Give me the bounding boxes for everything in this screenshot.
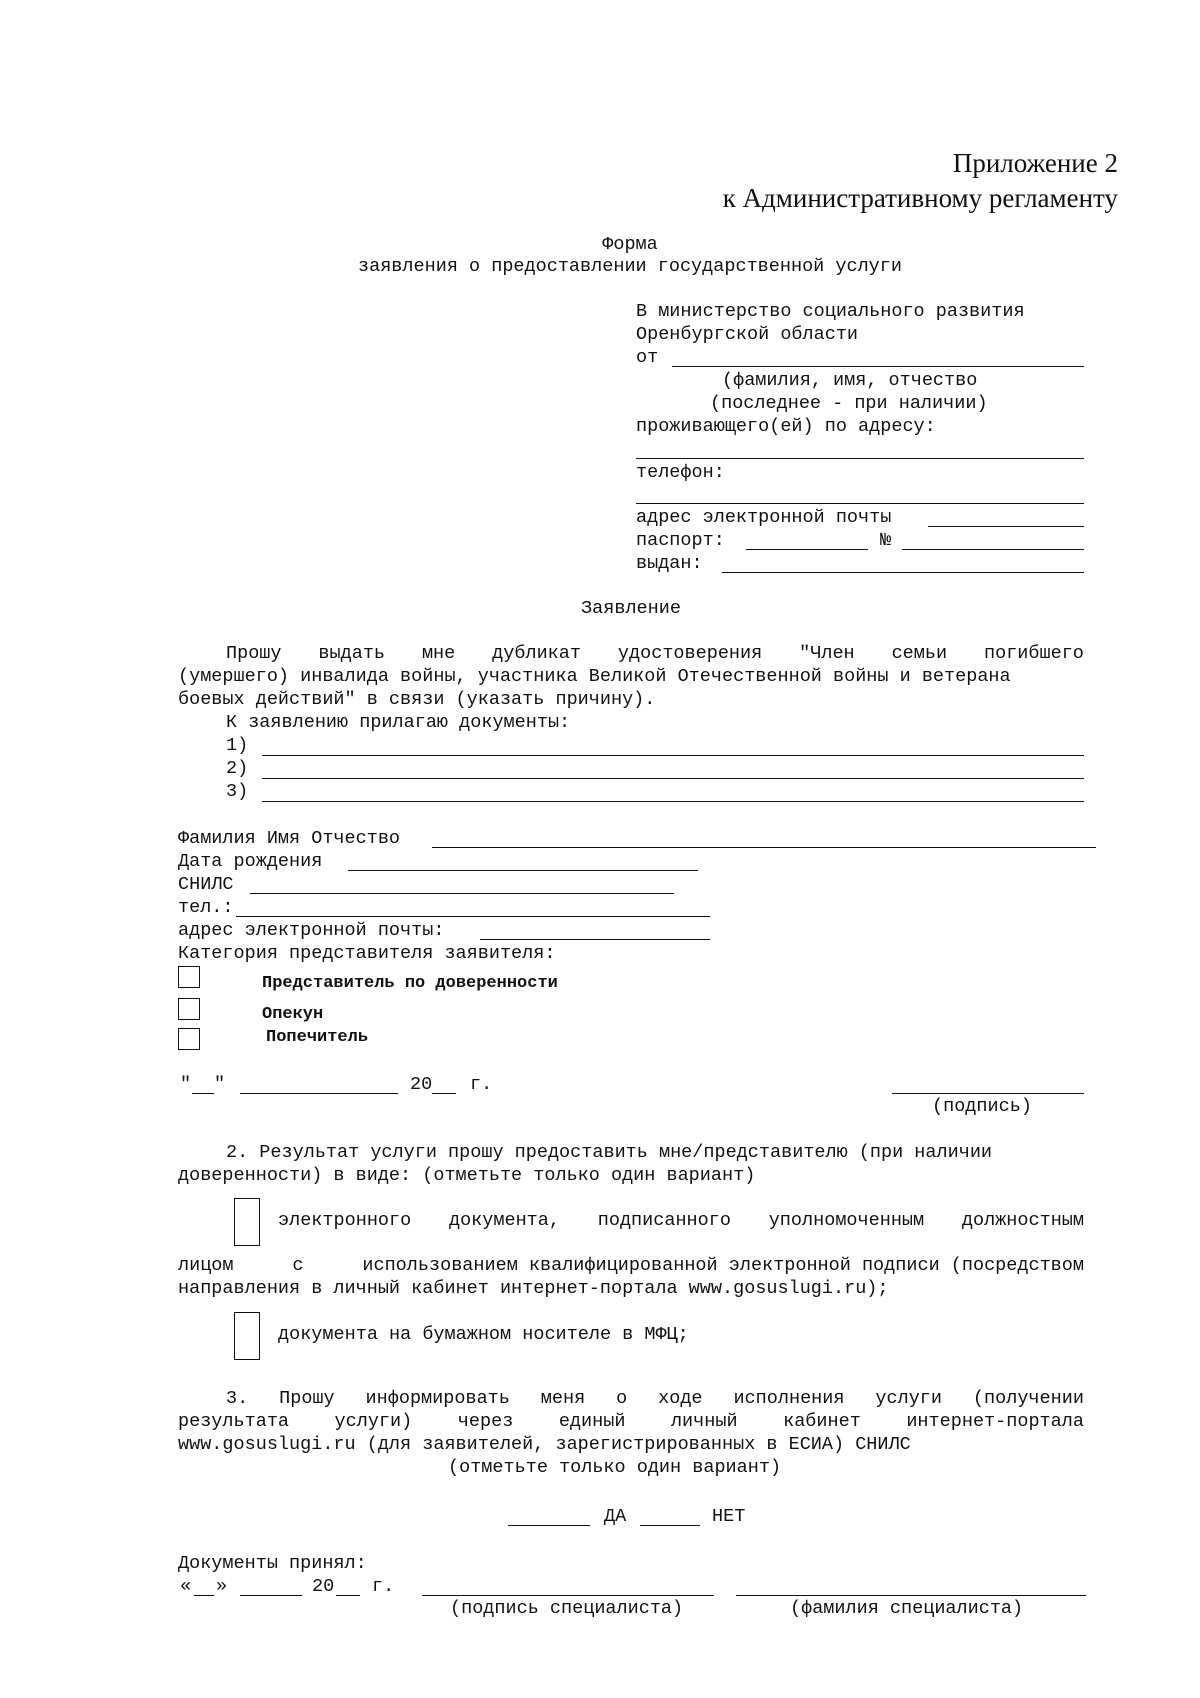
accepted-label: Документы принял:	[178, 1553, 367, 1574]
issued-label: выдан:	[636, 553, 703, 574]
accepted-year-suffix: г.	[372, 1576, 395, 1597]
phone-field[interactable]	[636, 503, 1084, 504]
email-label: адрес электронной почты	[636, 507, 892, 528]
regulation-subtitle: к Административному регламенту	[722, 183, 1118, 213]
result-paragraph-line2: доверенности) в виде: (отметьте только один вариант)	[178, 1165, 756, 1186]
addressee-region: Оренбургской области	[636, 324, 859, 345]
checkbox-electronic-document[interactable]	[234, 1198, 260, 1246]
passport-number-sign: №	[880, 530, 892, 551]
inform-line4: (отметьте только один вариант)	[448, 1457, 782, 1478]
statement-paragraph-line1: Прошу выдать мне дубликат удостоверения "Член семьи погибшего	[226, 643, 1084, 664]
rep-tel-field[interactable]	[236, 916, 710, 917]
statement-paragraph-line3: боевых действий" в связи (указать причину).	[178, 689, 656, 710]
residing-label: проживающего(ей) по адресу:	[636, 416, 936, 437]
statement-paragraph-line2: (умершего) инвалида войны, участника Великой Отечественной войны и ветерана	[178, 666, 1011, 687]
rep-snils-label: СНИЛС	[178, 874, 234, 895]
checkbox-trustee[interactable]	[178, 1028, 200, 1050]
accepted-quote-open: «	[180, 1576, 192, 1597]
rep-email-field[interactable]	[480, 939, 710, 940]
specialist-name-hint: (фамилия специалиста)	[790, 1598, 1024, 1619]
attachments-label: К заявлению прилагаю документы:	[226, 712, 571, 733]
email-field[interactable]	[928, 526, 1084, 527]
accepted-year-field[interactable]	[336, 1595, 360, 1596]
form-label: Форма	[602, 234, 658, 255]
option-electronic-line3: направления в личный кабинет интернет-портала www.gosuslugi.ru);	[178, 1278, 889, 1299]
rep-birth-label: Дата рождения	[178, 851, 323, 872]
fio-hint-optional: (последнее - при наличии)	[710, 393, 988, 414]
rep-tel-label: тел.:	[178, 897, 234, 918]
appendix-title: Приложение 2	[952, 148, 1118, 178]
accepted-month-field[interactable]	[240, 1595, 302, 1596]
address-field[interactable]	[636, 458, 1084, 459]
date-quote-close: "	[214, 1074, 226, 1095]
checkbox-paper-document[interactable]	[234, 1312, 260, 1360]
result-paragraph-line1: 2. Результат услуги прошу предоставить мне/представителю (при наличии	[226, 1142, 993, 1163]
attachment-number-2: 2)	[226, 758, 249, 779]
attachment-number-1: 1)	[226, 735, 249, 756]
rep-fio-label: Фамилия Имя Отчество	[178, 828, 401, 849]
date-year-suffix: г.	[470, 1074, 493, 1095]
yes-label: ДА	[604, 1506, 627, 1527]
date-year-field[interactable]	[432, 1093, 456, 1094]
inform-line2: результата услуги) через единый личный кабинет интернет-портала	[178, 1411, 1084, 1432]
phone-label: телефон:	[636, 462, 725, 483]
passport-series-field[interactable]	[746, 549, 868, 550]
attachment-field-1[interactable]	[262, 755, 1084, 756]
signature-field[interactable]	[892, 1093, 1084, 1094]
passport-number-field[interactable]	[902, 549, 1084, 550]
addressee-ministry: В министерство социального развития	[636, 301, 1025, 322]
yes-field[interactable]	[508, 1525, 590, 1526]
date-year-prefix: 20	[410, 1074, 433, 1095]
checkbox-guardian[interactable]	[178, 998, 200, 1020]
inform-line3: www.gosuslugi.ru (для заявителей, зарегистрированных в ЕСИА) СНИЛС	[178, 1434, 911, 1455]
date-quote-open: "	[180, 1074, 192, 1095]
option-guardian-label: Опекун	[262, 1005, 324, 1024]
option-trustee-label: Попечитель	[266, 1028, 369, 1047]
rep-fio-field[interactable]	[432, 847, 1096, 848]
form-title: заявления о предоставлении государственной услуги	[358, 256, 902, 277]
from-label: от	[636, 347, 659, 368]
inform-line1: 3. Прошу информировать меня о ходе исполнения услуги (получении	[226, 1388, 1084, 1409]
issued-field[interactable]	[722, 572, 1084, 573]
rep-birth-field[interactable]	[348, 870, 698, 871]
statement-title: Заявление	[581, 598, 681, 619]
option-electronic-line2: лицом с использованием квалифицированной электронной подписи (посредством	[178, 1255, 1084, 1276]
accepted-quote-close: »	[216, 1576, 228, 1597]
no-field[interactable]	[640, 1525, 700, 1526]
rep-email-label: адрес электронной почты:	[178, 920, 445, 941]
specialist-signature-hint: (подпись специалиста)	[450, 1598, 684, 1619]
passport-label: паспорт:	[636, 530, 725, 551]
signature-hint: (подпись)	[932, 1096, 1032, 1117]
option-electronic-line1: электронного документа, подписанного уполномоченным должностным	[278, 1210, 1084, 1231]
date-month-field[interactable]	[240, 1093, 398, 1094]
from-name-field[interactable]	[672, 366, 1084, 367]
option-paper-label: документа на бумажном носителе в МФЦ;	[278, 1324, 689, 1345]
accepted-year-prefix: 20	[312, 1576, 335, 1597]
attachment-field-2[interactable]	[262, 778, 1084, 779]
option-proxy-label: Представитель по доверенности	[262, 974, 558, 993]
checkbox-proxy[interactable]	[178, 966, 200, 988]
rep-snils-field[interactable]	[250, 893, 674, 894]
specialist-name-field[interactable]	[736, 1595, 1086, 1596]
attachment-number-3: 3)	[226, 781, 249, 802]
fio-hint: (фамилия, имя, отчество	[722, 370, 978, 391]
no-label: НЕТ	[712, 1506, 746, 1527]
specialist-signature-field[interactable]	[422, 1595, 714, 1596]
accepted-day-field[interactable]	[194, 1595, 214, 1596]
attachment-field-3[interactable]	[262, 801, 1084, 802]
rep-category-label: Категория представителя заявителя:	[178, 943, 556, 964]
date-day-field[interactable]	[192, 1093, 214, 1094]
